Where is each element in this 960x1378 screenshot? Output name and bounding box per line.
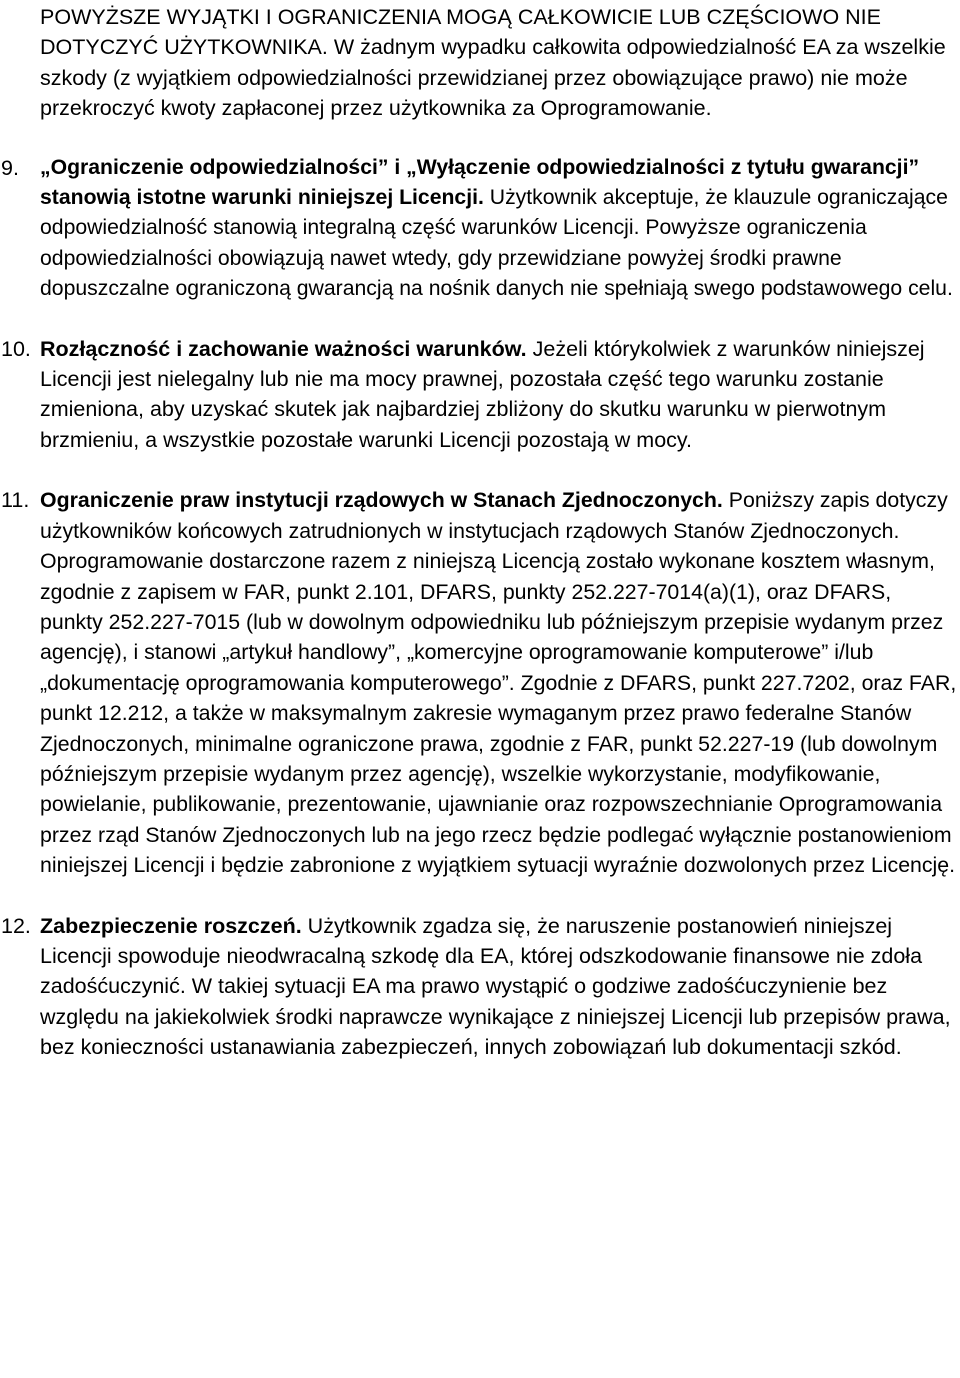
section-9 (1, 153, 958, 305)
section-paragraph (40, 334, 958, 456)
section-number: 12. (1, 913, 31, 938)
section-body: Użytkownik akceptuje, że klauzule ograniczające odpowiedzialność stanowią integralną część warunków Licencji. Powyższe ograniczenia odpowiedzialności obowiązują nawet wtedy, gdy przewidziane powyżej środki prawne dopuszczalne ograniczoną gwarancją na nośnik danych nie spełniają swego podstawowego celu. (40, 186, 953, 301)
license-document (0, 2, 960, 1063)
section-title: Zabezpieczenie roszczeń. (40, 913, 302, 938)
section-body: Użytkownik zgadza się, że naruszenie postanowień niniejszej Licencji spowoduje nieodwracalną szkodę dla EA, której odszkodowanie finansowe nie zdoła zadośćuczynić. W takiej sytuacji EA ma prawo wystąpić o godziwe zadośćuczynienie bez względu na jakiekolwiek środki naprawcze wynikające z niniejszej Licencji lub przepisów prawa, bez konieczności ustanawiania zabezpieczeń, innych zobowiązań lub dokumentacji szkód. (40, 913, 951, 1060)
section-number: 10. (1, 336, 31, 361)
section-body: Poniższy zapis dotyczy użytkowników końcowych zatrudnionych w instytucjach rządowych Stanów Zjednoczonych. Oprogramowanie dostarczone razem z niniejszą Licencją zostało wykonane kosztem własnym, zgodnie z zapisem w FAR, punkt 2.101, DFARS, punkty 252.227-7014(a)(1), oraz DFARS, punkty 252.227-7015 (lub w dowolnym odpowiedniku lub późniejszym przepisie wydanym przez agencję), i stanowi „artykuł handlowy”, „komercyjne oprogramowanie komputerowe” i/lub „dokumentację oprogramowania komputerowego”. Zgodnie z DFARS, punkt 227.7202, oraz FAR, punkt 12.212, a także w maksymalnym zakresie wymaganym przez prawo federalne Stanów Zjednoczonych, minimalne ograniczone prawa, zgodnie z FAR, punkt 52.227-19 (lub dowolnym późniejszym przepisie wydanym przez agencję), wszelkie wykorzystanie, modyfikowanie, powielanie, publikowanie, prezentowanie, ujawnianie oraz rozpowszechnianie Oprogramowania przez rząd Stanów Zjednoczonych lub na jego rzecz będzie podlegać wyłącznie postanowieniom niniejszej Licencji i będzie zabronione z wyjątkiem sytuacji wyraźnie dozwolonych przez Licencję. (40, 488, 957, 878)
section-paragraph (40, 153, 958, 305)
section-number: 9. (1, 155, 19, 180)
section-12 (1, 911, 958, 1063)
section-title: „Ograniczenie odpowiedzialności” i „Wyłączenie odpowiedzialności z tytułu gwarancji” stanowią istotne warunki niniejszej Licencji. (40, 155, 920, 210)
section-paragraph (40, 485, 958, 880)
section-10 (1, 334, 958, 456)
section-11 (1, 485, 958, 880)
section-number: 11. (1, 488, 30, 513)
section-title: Rozłączność i zachowanie ważności warunków. (40, 336, 527, 361)
section-paragraph (40, 911, 958, 1063)
intro-paragraph: POWYŻSZE WYJĄTKI I OGRANICZENIA MOGĄ CAŁKOWICIE LUB CZĘŚCIOWO NIE DOTYCZYĆ UŻYTKOWNIKA. W żadnym wypadku całkowita odpowiedzialność EA za wszelkie szkody (z wyjątkiem odpowiedzialności przewidzianej przez obowiązujące prawo) nie może przekroczyć kwoty zapłaconej przez użytkownika za Oprogramowanie. (40, 5, 946, 121)
section-title: Ograniczenie praw instytucji rządowych w Stanach Zjednoczonych. (40, 488, 723, 513)
section-body: Jeżeli którykolwiek z warunków niniejszej Licencji jest nielegalny lub nie ma mocy prawnej, pozostała część tego warunku zostanie zmieniona, aby uzyskać skutek jak najbardziej zbliżony do skutku warunku w pierwotnym brzmieniu, a wszystkie pozostałe warunki Licencji pozostają w mocy. (40, 336, 925, 452)
